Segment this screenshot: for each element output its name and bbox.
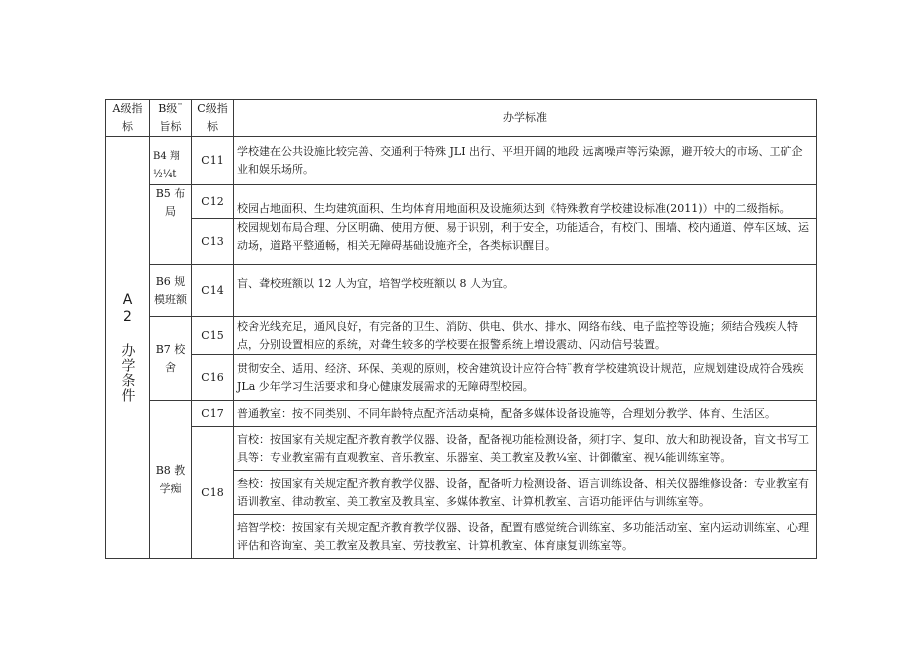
c18-intellectual-school-text: 培智学校：按国家有关规定配齐教育教学仪器、设备，配置有感觉统合训练室、多功能活动室、室内运动训练室、心理评估和咨询室、美工教室及教具室、劳技教室、计算机教室、体育康复训练室等。 (234, 515, 817, 559)
b8-indicator: B8 教学痴 (150, 401, 192, 559)
header-b-level: B级¨旨标 (150, 100, 192, 137)
table-header-row (106, 100, 817, 137)
c12-text: 校园占地面积、生均建筑面积、生均体育用地面积及设施须达到《特殊教育学校建设标准(2011)）中的二级指标。 (234, 185, 817, 219)
table-row (106, 265, 817, 317)
c14-text: 盲、聋校班额以 12 人为宜，培智学校班额以 8 人为宜。 (234, 265, 817, 317)
c11-text: 学校建在公共设施比较完善、交通利于特殊 JLI 出行、平坦开阔的地段 远离噪声等污染源，避开较大的市场、工矿企业和娱乐场所。 (234, 137, 817, 185)
header-c-level: C级指标 (192, 100, 234, 137)
header-a-level: A级指标 (106, 100, 150, 137)
b5-indicator: B5 布局 (150, 185, 192, 265)
b4-indicator: B4 翔½¼t (150, 137, 192, 185)
c13-text: 校园规划布局合理、分区明确、使用方便、易于识别，利于安全，功能适合，有校门、围墙、校内通道、停车区域、运动场，道路平整通畅，相关无障碍基础设施齐全，各类标识醒目。 (234, 219, 817, 265)
c18-code: C18 (192, 427, 234, 559)
table-row (106, 137, 817, 185)
c15-text: 校舍光线充足，通风良好，有完备的卫生、消防、供电、供水、排水、网络布线、电子监控等设施；须结合残疾人特点，分别设置相应的系统，对聋生较多的学校要在报警系统上增设震动、闪动信号装置。 (234, 317, 817, 355)
c17-code: C17 (192, 401, 234, 427)
table-row (106, 219, 817, 265)
table-row (106, 427, 817, 471)
a2-indicator-label: A2 办学条件 (119, 292, 136, 403)
table-row (106, 185, 817, 219)
c18-deaf-school-text: 叁校：按国家有关规定配齐教育教学仪器、设备，配备听力检测设备、语言训练设备、相关仪器维修设备：专业教室有语训教室、律动教室、美工教室及教具室、多媒体教室、计算机教室、言语功能评估与训练室等。 (234, 471, 817, 515)
table-row (106, 317, 817, 355)
header-standard: 办学标准 (234, 100, 817, 137)
b7-indicator: B7 校舍 (150, 317, 192, 401)
c16-code: C16 (192, 355, 234, 401)
c14-code: C14 (192, 265, 234, 317)
table-row (106, 355, 817, 401)
a2-indicator-cell (106, 137, 150, 559)
c11-code: C11 (192, 137, 234, 185)
c17-text: 普通教室：按不同类别、不同年龄特点配齐活动桌椅，配备多媒体设备设施等，合理划分教学、体育、生活区。 (234, 401, 817, 427)
school-standards-table (105, 99, 817, 559)
c16-text: 贯彻安全、适用、经济、环保、美观的原则，校舍建筑设计应符合特¨教育学校建筑设计规范，应规划建设成符合残疾 JLa 少年学习生活要求和身心健康发展需求的无障碍型校园。 (234, 355, 817, 401)
b6-indicator: B6 规模班额 (150, 265, 192, 317)
c13-code: C13 (192, 219, 234, 265)
c15-code: C15 (192, 317, 234, 355)
c12-code: C12 (192, 185, 234, 219)
table-row (106, 401, 817, 427)
c18-blind-school-text: 盲校：按国家有关规定配齐教育教学仪器、设备，配备视功能检测设备，须打字、复印、放大和助视设备，盲文书写工具等：专业教室需有直观教室、音乐教室、乐器室、美工教室及教¼室、计御徽室、视¼能训练室等。 (234, 427, 817, 471)
